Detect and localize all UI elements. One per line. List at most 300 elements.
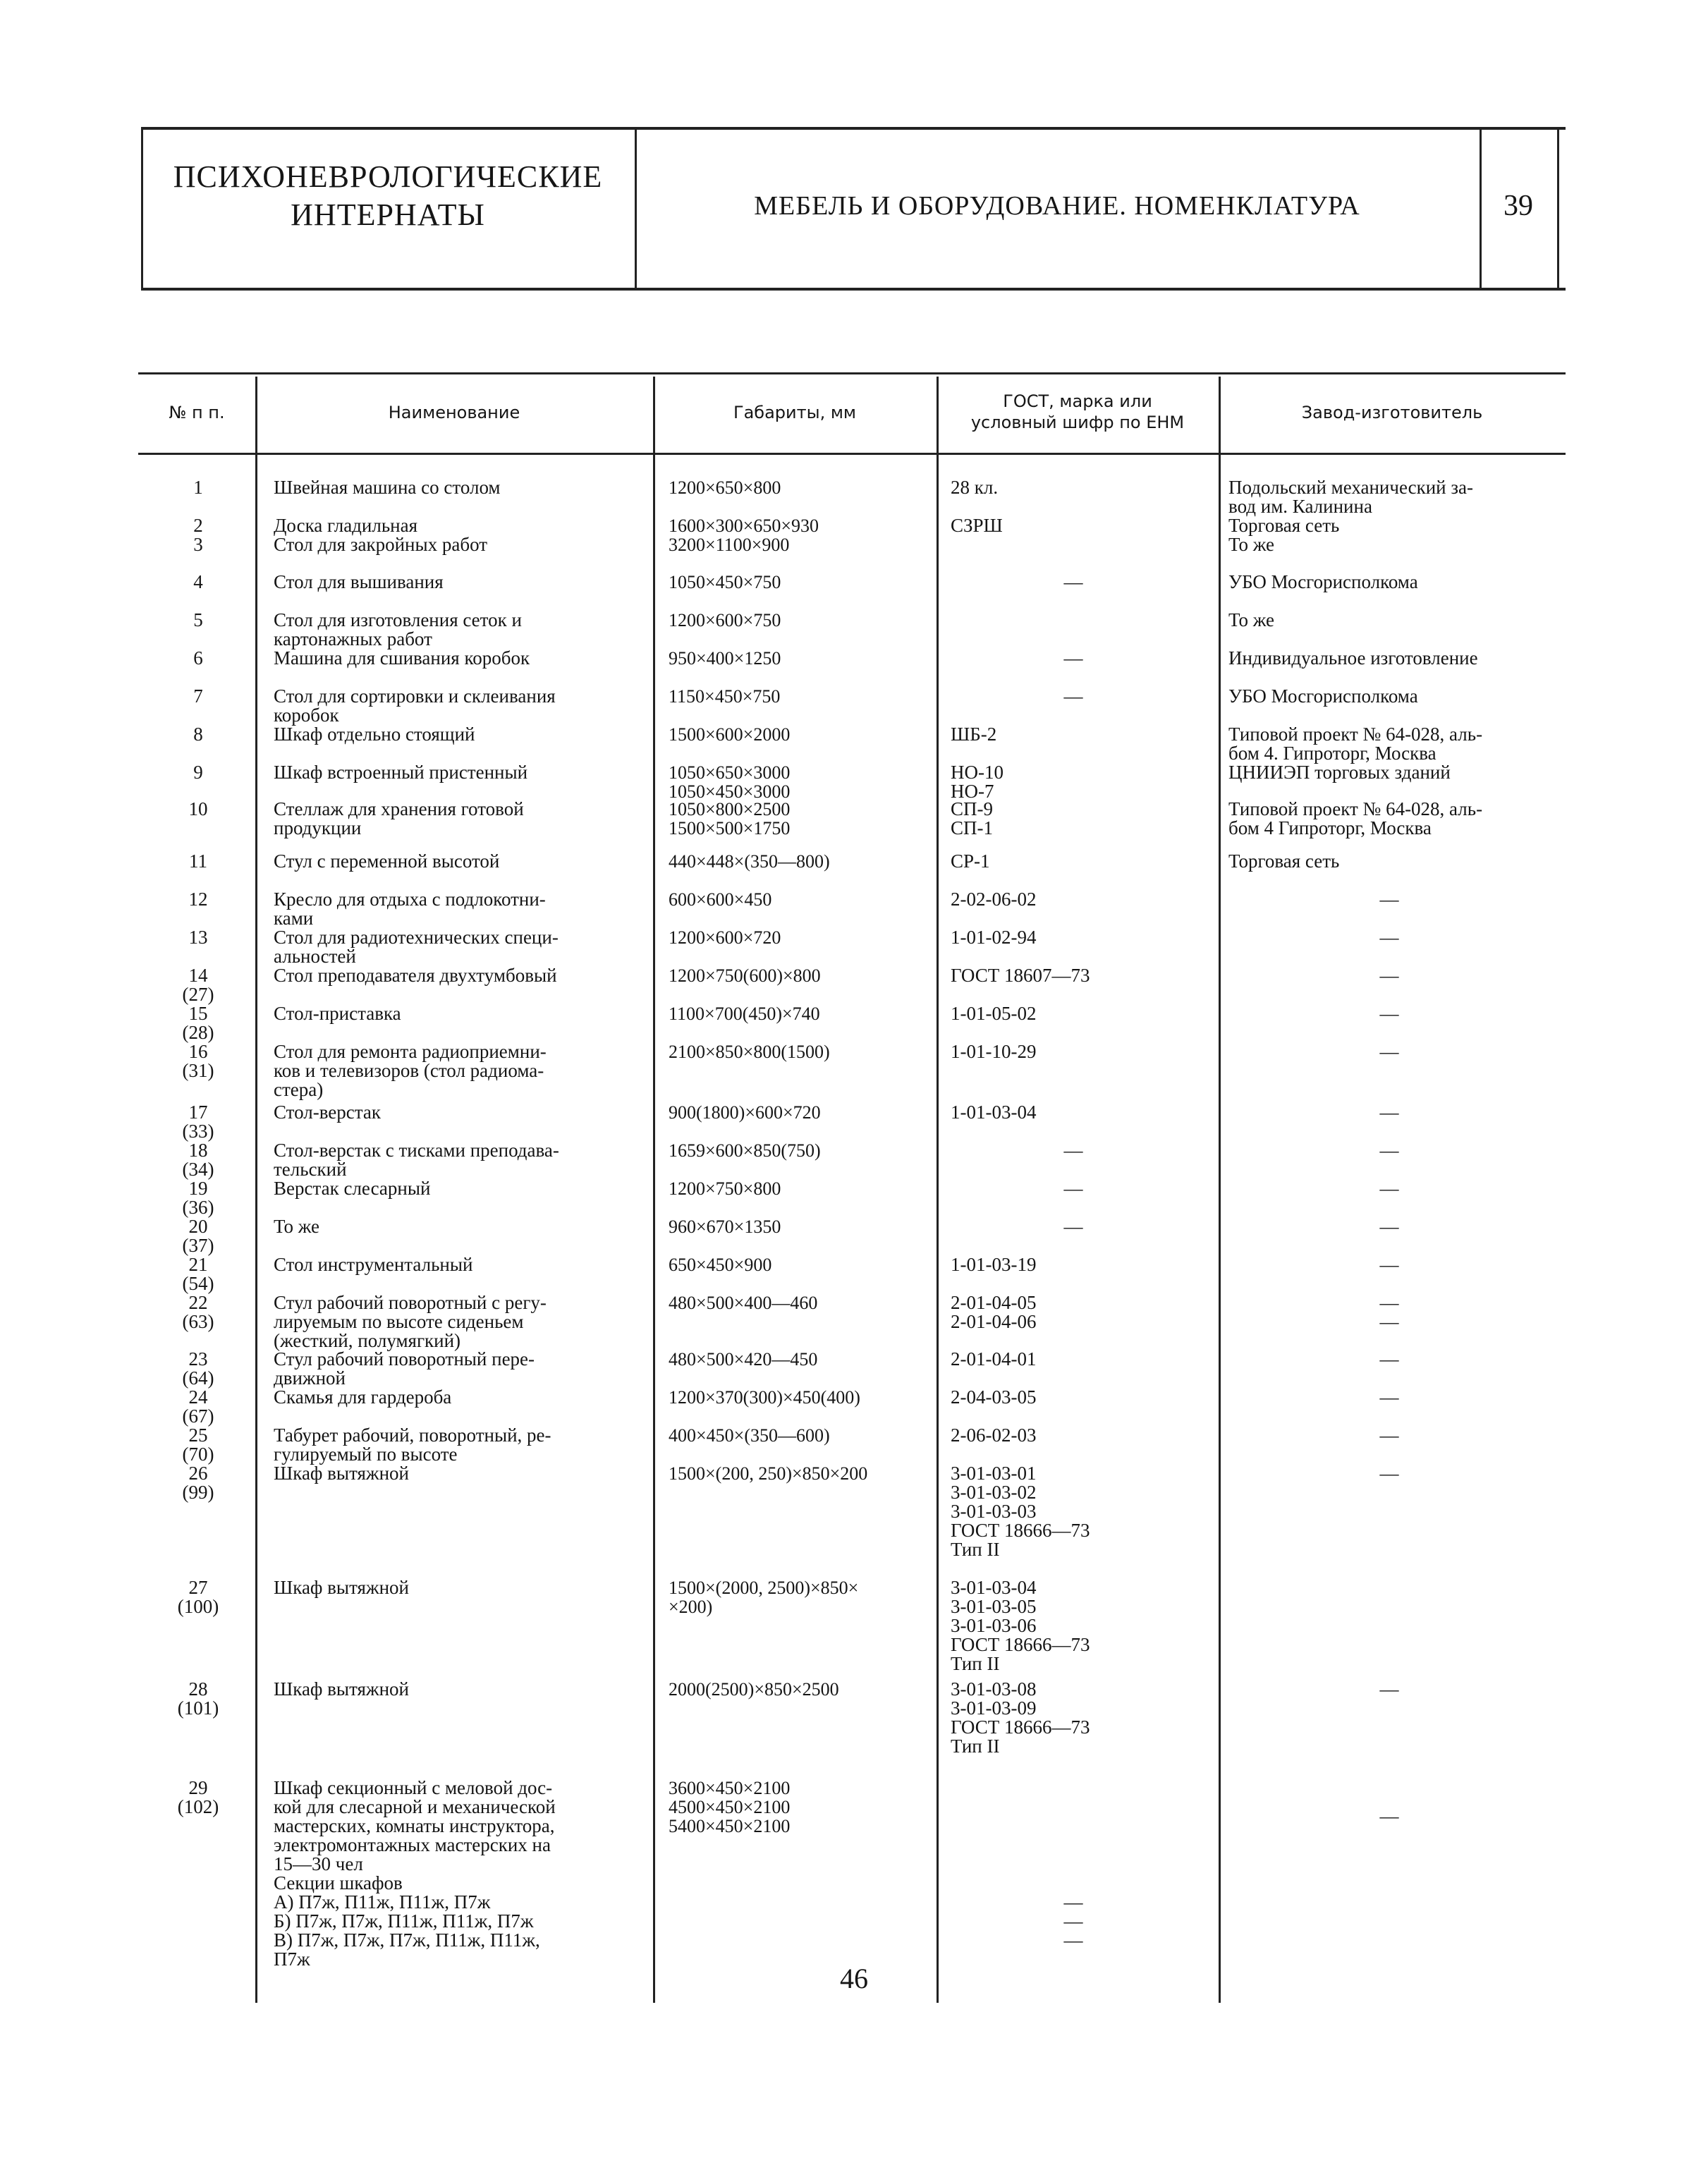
row-number [159,800,237,819]
table-top-rule [138,372,1566,374]
item-name [274,1004,647,1023]
table-header-rule [138,453,1566,455]
row-number-line: 4 [193,571,203,592]
item-name-line: Табурет рабочий, поворотный, ре- [274,1425,551,1446]
item-manufacturer [1228,852,1560,871]
item-manufacturer [1228,516,1560,554]
item-gost-code-line: 2-01-04-05 [951,1292,1037,1313]
row-number-line: 13 [188,927,208,948]
row-number-line: 9 [193,762,203,783]
row-number [159,516,237,554]
row-number-line: 17 [188,1102,208,1123]
section-title: МЕБЕЛЬ И ОБОРУДОВАНИЕ. НОМЕНКЛАТУРА [754,191,1360,221]
item-dimensions-line: 600×600×450 [669,889,772,910]
row-number-line: 27 [188,1577,208,1598]
row-number [159,573,237,592]
item-name-line: Машина для сшивания коробок [274,647,530,669]
item-gost-code-line: ШБ-2 [951,724,997,745]
manufacturer-dash: — [1379,1254,1399,1275]
item-name-line: продукции [274,817,362,838]
item-gost-code [951,1042,1204,1061]
item-name-line: Стул рабочий поворотный пере- [274,1348,535,1370]
item-dimensions-line: 1200×750(600)×800 [669,965,821,986]
item-name-line: Шкаф секционный с меловой дос- [274,1777,553,1798]
item-dimensions-line: 1050×650×3000 [669,762,791,783]
manufacturer-dash: — [1379,1041,1399,1062]
item-name-line: коробок [274,705,339,726]
row-number-line: (37) [182,1235,214,1256]
gost-dash: — [1063,1216,1083,1237]
manufacturer-dash: — [1379,1348,1399,1370]
item-name-line: Шкаф вытяжной [274,1678,409,1700]
item-name [274,1578,647,1597]
item-gost-code-line: 2-02-06-02 [951,889,1037,910]
row-number-line: 20 [188,1216,208,1237]
item-gost-code-line: СЗРШ [951,515,1003,536]
item-manufacturer-line: Торговая сеть [1228,515,1340,536]
item-manufacturer-line: бом 4 Гипроторг, Москва [1228,817,1432,838]
item-dimensions [669,611,1070,630]
item-manufacturer-line: УБО Мосгорисполкома [1228,685,1418,707]
sheet-number: 39 [1503,190,1533,222]
row-number [159,1779,237,1817]
manufacturer-dash: — [1379,889,1399,910]
row-number-line: 21 [188,1254,208,1275]
item-dimensions-line: 480×500×400—460 [669,1293,818,1313]
item-name [274,478,647,497]
column-divider-4 [1219,377,1221,2003]
column-divider-1 [255,377,257,2003]
row-number-line: (31) [182,1060,214,1081]
item-gost-code [951,1293,1204,1331]
item-name-line: картонажных работ [274,628,432,650]
row-number [159,611,237,630]
item-dimensions-line: 950×400×1250 [669,648,781,669]
item-dimensions-line: 1050×450×750 [669,572,781,592]
item-name-line: мастерских, комнаты инструктора, [274,1815,555,1836]
gost-dash: — [1063,571,1083,592]
item-name [274,890,647,928]
item-name [274,1680,647,1699]
item-dimensions-line: 900(1800)×600×720 [669,1102,821,1123]
item-gost-code [951,478,1204,497]
item-gost-code-line: 28 кл. [951,477,999,498]
item-name-line: Стол для изготовления сеток и [274,609,522,630]
item-name-line: тельский [274,1159,347,1180]
item-gost-code [951,1578,1204,1673]
item-gost-code-line: 1-01-05-02 [951,1003,1037,1024]
row-number [159,1042,237,1080]
row-number-line: 18 [188,1140,208,1161]
item-dimensions [669,1179,1070,1198]
item-name-line: Кресло для отдыха с подлокотни- [274,889,546,910]
row-number-line: 19 [188,1178,208,1199]
item-gost-code [951,1680,1204,1756]
row-number-line: 3 [193,534,203,555]
gost-dash [1059,1893,1087,1950]
item-manufacturer [1228,687,1560,706]
item-gost-code-line: 2-04-03-05 [951,1386,1037,1408]
item-name [274,1179,647,1198]
item-gost-code-line: 2-01-04-01 [951,1348,1037,1370]
item-manufacturer [1228,649,1560,668]
item-gost-code-line: 1-01-10-29 [951,1041,1037,1062]
item-dimensions-line: 650×450×900 [669,1255,772,1275]
item-manufacturer-line: УБО Мосгорисполкома [1228,571,1418,592]
manufacturer-dash: — [1379,1102,1399,1123]
manufacturer-dash [1375,1293,1403,1331]
item-name-line: Шкаф встроенный пристенный [274,762,528,783]
item-name-line: Доска гладильная [274,515,418,536]
item-name [274,966,647,985]
row-number [159,1217,237,1255]
item-dimensions-line: 1500×500×1750 [669,818,791,838]
item-gost-code [951,928,1204,947]
item-gost-code-line: НО-7 [951,781,994,802]
item-manufacturer [1228,611,1560,630]
manufacturer-dash-line: — [1379,1292,1399,1313]
row-number [159,1578,237,1616]
item-name-line: гулируемый по высоте [274,1444,458,1465]
item-gost-code-line: ГОСТ 18666—73 [951,1716,1090,1738]
item-gost-code [951,725,1204,744]
item-name-line: А) П7ж, П11ж, П11ж, П7ж [274,1891,491,1913]
item-dimensions [669,687,1070,706]
manufacturer-dash: — [1379,1003,1399,1024]
row-number [159,1350,237,1388]
manufacturer-dash-line: — [1379,1311,1399,1332]
item-gost-code [951,966,1204,985]
item-name [274,852,647,871]
item-manufacturer-line: ЦНИИЭП торговых зданий [1228,762,1451,783]
manufacturer-dash: — [1379,1805,1399,1826]
manufacturer-dash: — [1379,927,1399,948]
item-dimensions-line: 440×448×(350—800) [669,851,830,872]
column-header-gost: ГОСТ, марка или условный шифр по ЕНМ [970,391,1185,432]
item-gost-code-line: ГОСТ 18607—73 [951,965,1090,986]
row-number-line: (34) [182,1159,214,1180]
row-number [159,1255,237,1293]
row-number-line: (64) [182,1367,214,1389]
item-dimensions-line: 1200×750×800 [669,1178,781,1199]
item-gost-code [951,1464,1204,1559]
item-dimensions-line: 5400×450×2100 [669,1816,791,1836]
item-name [274,573,647,592]
item-manufacturer-line: Типовой проект № 64-028, аль- [1228,798,1483,819]
item-gost-code [951,1350,1204,1369]
item-gost-code-line: Тип II [951,1539,1000,1560]
item-dimensions-line: ×200) [669,1597,713,1617]
row-number [159,1004,237,1042]
item-dimensions [669,573,1070,592]
item-dimensions-line: 1500×600×2000 [669,724,791,745]
item-manufacturer-line: Индивидуальное изготовление [1228,647,1478,669]
gost-dash: — [1063,647,1083,669]
row-number-line: (28) [182,1022,214,1043]
item-name-line: П7ж [274,1948,310,1970]
item-gost-code [951,890,1204,909]
gost-dash-line: — [1063,1929,1083,1951]
row-number-line: 6 [193,647,203,669]
item-name-line: Верстак слесарный [274,1178,431,1199]
row-number-line: (63) [182,1311,214,1332]
row-number-line: 2 [193,515,203,536]
row-number-line: 12 [188,889,208,910]
row-number-line: (99) [182,1482,214,1503]
item-gost-code-line: Тип II [951,1736,1000,1757]
manufacturer-dash: — [1379,1178,1399,1199]
row-number-line: 29 [188,1777,208,1798]
item-gost-code [951,1255,1204,1274]
row-number-line: 11 [189,850,207,872]
row-number-line: 25 [188,1425,208,1446]
manufacturer-dash: — [1379,1140,1399,1161]
item-name-line: Шкаф вытяжной [274,1577,409,1598]
item-name-line: Шкаф отдельно стоящий [274,724,475,745]
item-dimensions-line: 1200×650×800 [669,477,781,498]
item-name-line: Шкаф вытяжной [274,1463,409,1484]
item-dimensions-line: 400×450×(350—600) [669,1425,830,1446]
item-name-line: Стул рабочий поворотный с регу- [274,1292,547,1313]
row-number [159,478,237,497]
row-number-line: 1 [193,477,203,498]
item-manufacturer-line: То же [1228,609,1274,630]
column-header-maker: Завод-изготовитель [1301,403,1483,422]
item-name-line: 15—30 чел [274,1853,363,1874]
item-name [274,1426,647,1464]
item-name [274,1350,647,1388]
item-gost-code-line: 3-01-03-04 [951,1577,1037,1598]
row-number-line: 15 [188,1003,208,1024]
item-dimensions-line: 3600×450×2100 [669,1778,791,1798]
item-dimensions [669,1779,1070,1836]
item-name [274,1042,647,1099]
item-gost-code-line: ГОСТ 18666—73 [951,1634,1090,1655]
item-name-line: Стол преподавателя двухтумбовый [274,965,557,986]
item-gost-code [951,800,1204,838]
item-gost-code-line: 3-01-03-08 [951,1678,1037,1700]
item-gost-code-line: Тип II [951,1653,1000,1674]
item-name [274,1103,647,1122]
row-number-line: (101) [177,1697,219,1719]
item-name [274,687,647,725]
item-manufacturer-line: вод им. Калинина [1228,496,1372,517]
row-number-line: 16 [188,1041,208,1062]
row-number-line: (70) [182,1444,214,1465]
row-number [159,928,237,947]
item-gost-code-line: 3-01-03-02 [951,1482,1037,1503]
item-dimensions-line: 1200×370(300)×450(400) [669,1387,860,1408]
row-number [159,649,237,668]
item-name-line: электромонтажных мастерских на [274,1834,551,1855]
item-dimensions-line: 1200×600×750 [669,610,781,630]
item-dimensions-line: 2100×850×800(1500) [669,1042,830,1062]
item-gost-code-line: 3-01-03-03 [951,1501,1037,1522]
item-name-line: Стол для закройных работ [274,534,488,555]
item-gost-code-line: СП-9 [951,798,993,819]
item-dimensions-line: 1500×(200, 250)×850×200 [669,1463,868,1484]
item-name [274,649,647,668]
item-gost-code-line: СП-1 [951,817,993,838]
item-gost-code-line: 3-01-03-09 [951,1697,1037,1719]
nomenclature-table [138,372,1566,1994]
item-name [274,1141,647,1179]
item-name-line: лируемым по высоте сиденьем [274,1311,524,1332]
manufacturer-dash: — [1379,965,1399,986]
item-name [274,1464,647,1483]
column-divider-2 [653,377,655,2003]
item-gost-code-line: НО-10 [951,762,1004,783]
item-dimensions-line: 1100×700(450)×740 [669,1004,820,1024]
item-dimensions-line: 480×500×420—450 [669,1349,818,1370]
item-dimensions [669,1141,1070,1160]
item-gost-code [951,1426,1204,1445]
column-header-num: № п п. [169,403,225,422]
row-number [159,1680,237,1718]
item-dimensions-line: 2000(2500)×850×2500 [669,1679,839,1700]
row-number-line: 28 [188,1678,208,1700]
item-name-line: Стол для вышивания [274,571,444,592]
item-name [274,800,647,838]
item-name-line: стера) [274,1079,324,1100]
item-name-line: движной [274,1367,346,1389]
row-number [159,1426,237,1464]
building-type-title: ПСИХОНЕВРОЛОГИЧЕСКИЕ ИНТЕРНАТЫ [173,159,603,232]
item-dimensions-line: 1659×600×850(750) [669,1140,821,1161]
item-name-line: (жесткий, полумягкий) [274,1330,461,1351]
row-number-line: 24 [188,1386,208,1408]
item-dimensions-line: 960×670×1350 [669,1216,781,1237]
item-gost-code [951,852,1204,871]
item-dimensions-line: 1050×800×2500 [669,799,791,819]
column-header-name: Наименование [388,403,520,422]
item-manufacturer-line: Типовой проект № 64-028, аль- [1228,724,1483,745]
item-name-line: Скамья для гардероба [274,1386,452,1408]
item-name-line: Стол для радиотехнических специ- [274,927,559,948]
row-number-line: (33) [182,1121,214,1142]
item-name-line: Стол-верстак [274,1102,381,1123]
row-number-line: 26 [188,1463,208,1484]
item-manufacturer [1228,478,1560,516]
item-dimensions-line: 1050×450×3000 [669,781,791,802]
item-name [274,725,647,744]
row-number-line: 14 [188,965,208,986]
row-number-line: 23 [188,1348,208,1370]
row-number [159,1293,237,1331]
item-name-line: Б) П7ж, П7ж, П11ж, П11ж, П7ж [274,1910,534,1932]
item-gost-code-line: 3-01-03-01 [951,1463,1037,1484]
item-name-line: Стеллаж для хранения готовой [274,798,524,819]
header-border-right [1557,130,1559,288]
item-dimensions-line: 1600×300×650×930 [669,516,819,536]
sheet-header [141,127,1566,291]
row-number [159,890,237,909]
item-name [274,1255,647,1274]
item-name-line: ками [274,908,314,929]
item-gost-code-line: 1-01-03-04 [951,1102,1037,1123]
row-number [159,763,237,782]
manufacturer-dash: — [1379,1463,1399,1484]
item-gost-code [951,1103,1204,1122]
item-dimensions-line: 1150×450×750 [669,686,781,707]
row-number [159,966,237,1004]
row-number [159,1103,237,1141]
manufacturer-dash: — [1379,1216,1399,1237]
row-number [159,1141,237,1179]
item-manufacturer-line: бом 4. Гипроторг, Москва [1228,743,1436,764]
item-dimensions-line: 1500×(2000, 2500)×850× [669,1578,859,1598]
item-gost-code-line: 1-01-03-19 [951,1254,1037,1275]
item-name [274,928,647,966]
item-dimensions-line: 1200×600×720 [669,927,781,948]
row-number [159,725,237,744]
item-name [274,763,647,782]
item-dimensions-line: 4500×450×2100 [669,1797,791,1817]
item-name-line: Стол-верстак с тисками преподава- [274,1140,559,1161]
row-number-line: 22 [188,1292,208,1313]
row-number-line: 8 [193,724,203,745]
item-dimensions-line: 3200×1100×900 [669,535,790,555]
item-name [274,1779,647,1969]
row-number-line: 7 [193,685,203,707]
column-header-dims: Габариты, мм [733,403,857,422]
row-number-line: (67) [182,1405,214,1427]
item-name [274,1293,647,1350]
item-name-line: ков и телевизоров (стол радиома- [274,1060,544,1081]
item-gost-code-line: СР-1 [951,850,990,872]
manufacturer-dash: — [1379,1386,1399,1408]
gost-dash: — [1063,1140,1083,1161]
row-number-line: 10 [188,798,208,819]
row-number-line: (36) [182,1197,214,1218]
item-name-line: Швейная машина со столом [274,477,501,498]
gost-dash: — [1063,1178,1083,1199]
item-manufacturer [1228,763,1560,782]
row-number-line: 5 [193,609,203,630]
item-gost-code [951,1004,1204,1023]
item-name-line: кой для слесарной и механической [274,1796,556,1817]
item-name-line: То же [274,1216,319,1237]
item-name-line: Стол для ремонта радиоприемни- [274,1041,547,1062]
item-gost-code [951,763,1204,801]
item-name-line: Секции шкафов [274,1872,403,1893]
item-manufacturer [1228,725,1560,763]
item-name [274,1217,647,1236]
item-gost-code-line: 1-01-02-94 [951,927,1037,948]
item-name-line: Стол инструментальный [274,1254,473,1275]
item-name [274,611,647,649]
row-number [159,1179,237,1217]
item-name-line: альностей [274,946,356,967]
gost-dash: — [1063,685,1083,707]
item-manufacturer [1228,800,1560,838]
gost-dash-line: — [1063,1910,1083,1932]
item-dimensions [669,649,1070,668]
item-manufacturer-line: Торговая сеть [1228,850,1340,872]
item-gost-code [951,516,1204,535]
row-number-line: (27) [182,984,214,1005]
item-manufacturer-line: Подольский механический за- [1228,477,1474,498]
row-number-line: (54) [182,1273,214,1294]
item-gost-code-line: 3-01-03-05 [951,1596,1037,1617]
row-number [159,687,237,706]
page-number: 46 [840,1963,868,1994]
item-name-line: В) П7ж, П7ж, П7ж, П11ж, П11ж, [274,1929,540,1951]
row-number-line: (100) [177,1596,219,1617]
gost-dash-line: — [1063,1891,1083,1913]
row-number [159,1464,237,1502]
manufacturer-dash: — [1379,1678,1399,1700]
